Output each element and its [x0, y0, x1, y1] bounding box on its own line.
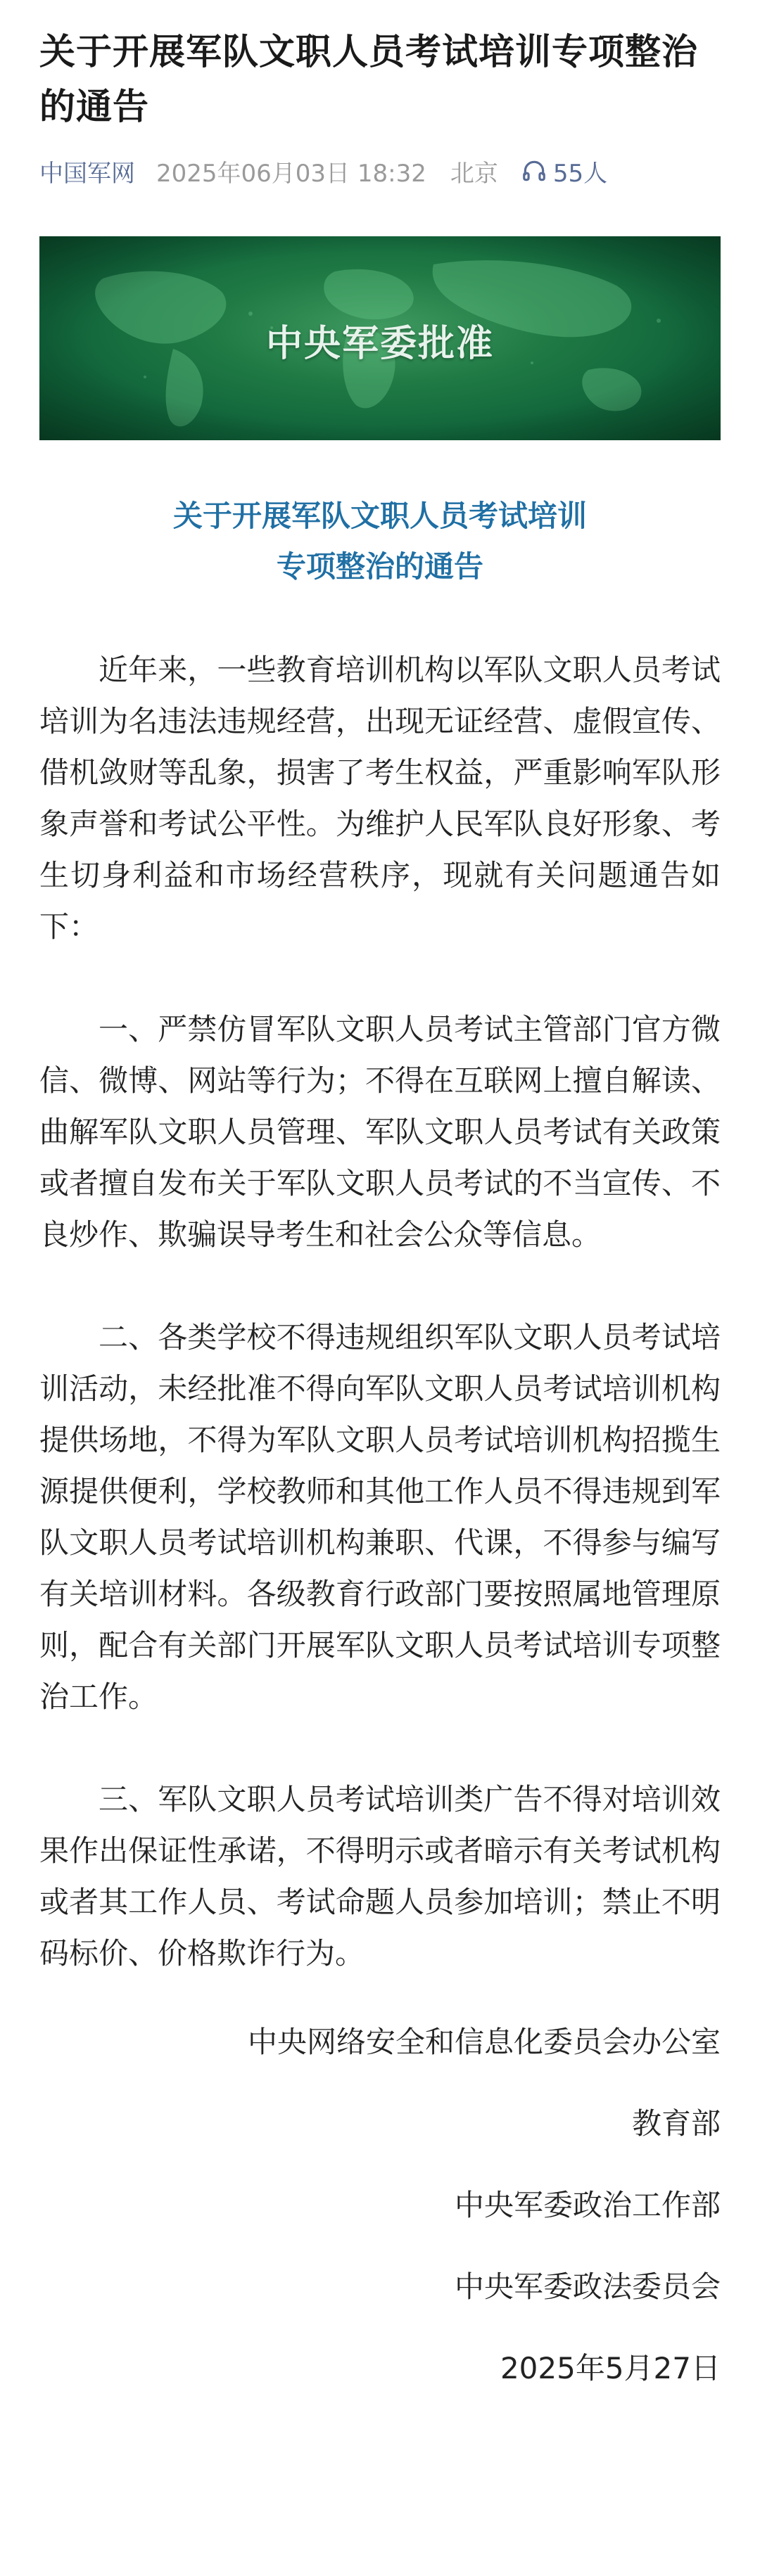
signature-moe: 教育部 [631, 2106, 721, 2141]
banner-image [39, 236, 721, 440]
signature-political-legal-commission: 中央军委政法委员会 [454, 2269, 721, 2304]
notice-subheading [39, 491, 721, 592]
body-paragraph-item-3: 三、军队文职人员考试培训类广告不得对培训效果作出保证性承诺，不得明示或者暗示有关考试机构或者其工作人员、考试命题人员参加培训；禁止不明码标价、价格欺诈行为。 [39, 1782, 721, 1971]
body-paragraph-item-1: 一、严禁仿冒军队文职人员考试主管部门官方微信、微博、网站等行为；不得在互联网上擅自解读、曲解军队文职人员管理、军队文职人员考试有关政策或者擅自发布关于军队文职人员考试的不当宣传、不良炒作、欺骗误导考生和社会公众等信息。 [39, 1012, 721, 1252]
subheading-line-2: 专项整治的通告 [276, 549, 483, 584]
signature-political-work-dept: 中央军委政治工作部 [454, 2188, 721, 2222]
body-paragraph-item-2: 二、各类学校不得违规组织军队文职人员考试培训活动，未经批准不得向军队文职人员考试培训机构提供场地，不得为军队文职人员考试培训机构招揽生源提供便利，学校教师和其他工作人员不得违规到军队文职人员考试培训机构兼职、代课，不得参与编写有关培训材料。各级教育行政部门要按照属地管理原则，配合有关部门开展军队文职人员考试培训专项整治工作。 [39, 1320, 721, 1714]
signature-block [39, 2001, 721, 2409]
publish-location: 北京 [450, 159, 498, 188]
source-link[interactable]: 中国军网 [39, 159, 135, 188]
listen-button[interactable] [521, 154, 607, 188]
body-paragraph-intro: 近年来，一些教育培训机构以军队文职人员考试培训为名违法违规经营，出现无证经营、虚假宣传、借机敛财等乱象，损害了考生权益，严重影响军队形象声誉和考试公平性。为维护人民军队良好形象、考生切身利益和市场经营秩序，现就有关问题通告如下： [39, 653, 721, 944]
article-title: 关于开展军队文职人员考试培训专项整治的通告 [39, 32, 699, 128]
signature-cac: 中央网络安全和信息化委员会办公室 [247, 2025, 721, 2059]
publish-time: 2025年06月03日 18:32 [156, 159, 426, 188]
headphones-icon [521, 158, 547, 184]
notice-date: 2025年5月27日 [500, 2351, 721, 2385]
article-meta [39, 153, 721, 188]
banner-caption: 中央军委批准 [265, 323, 494, 365]
subheading-line-1: 关于开展军队文职人员考试培训 [172, 499, 587, 533]
listen-count: 55人 [552, 159, 608, 188]
